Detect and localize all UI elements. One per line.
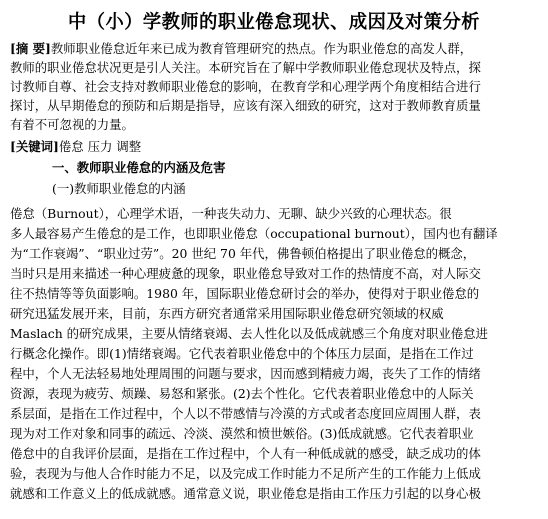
body-line: 研究迅猛发展开来，目前，东西方研究者通常采用国际职业倦怠研究领域的权威 [10, 306, 444, 321]
keywords-line [10, 139, 141, 155]
abstract-label: [摘 要] [10, 41, 51, 56]
body-line: 资源，表现为疲劳、烦躁、易怒和紧张。(2)去个性化。它代表着职业倦怠中的人际关 [10, 386, 474, 401]
body-line: 当时只是用来描述一种心理疲惫的现象，职业倦怠导致对工作的热情度不高，对人际交 [10, 266, 481, 281]
keywords-label: [关键词] [10, 139, 59, 154]
body-line: Maslach 的研究成果，主要从情绪衰竭、去人性化以及低成就感三个角度对职业倦怠进 [10, 326, 488, 341]
section-heading: 一、教师职业倦怠的内涵及危害 [52, 160, 226, 175]
abstract-line: 教师的职业倦怠状况更是引人关注。本研究旨在了解中学教师职业倦怠现状及特点，探 [10, 60, 481, 75]
document-title: 中（小）学教师的职业倦怠现状、成因及对策分析 [68, 12, 480, 33]
body-line: 行概念化操作。即(1)情绪衰竭。它代表着职业倦怠中的个体压力层面，是指在工作过 [10, 346, 474, 361]
body-line: 倦怠中的自我评价层面，是指在工作过程中，个人有一种低成就的感受，缺乏成功的体 [10, 446, 481, 461]
body-line: 程中，个人无法轻易地处理周围的问题与要求，因而感到精疲力竭，丧失了工作的情绪 [10, 366, 481, 381]
body-line: 为“工作衰竭”、“职业过劳”。20 世纪 70 年代，佛鲁顿伯格提出了职业倦怠的概念， [10, 246, 476, 261]
body-line: 现为对工作对象和同事的疏远、冷淡、漠然和愤世嫉俗。(3)低成就感。它代表着职业 [10, 426, 474, 441]
body-line: 倦怠（Burnout），心理学术语，一种丧失动力、无聊、缺少兴致的心理状态。很 [10, 206, 452, 221]
abstract-line: 讨教师自尊、社会支持对教师职业倦怠的影响，在教育学和心理学两个角度相结合进行 [10, 79, 481, 94]
abstract-text: 教师职业倦怠近年来已成为教育管理研究的热点。作为职业倦怠的高发人群， [50, 41, 473, 56]
body-line: 就感和工作意义上的低成就感。通常意义说，职业倦怠是指由工作压力引起的以身心极 [10, 486, 481, 501]
abstract-line: 有着不可忽视的力量。 [10, 117, 134, 132]
body-line: 往不热情等等负面影响。1980 年，国际职业倦怠研讨会的举办，使得对于职业倦怠的 [10, 286, 480, 301]
body-line: 多人最容易产生倦怠的是工作，也即职业倦怠（occupational burnout），国内也有翻译 [10, 226, 498, 241]
abstract-line: 探讨，从早期倦怠的预防和后期是指导，应该有深入细致的研究，这对于教师教育质量 [10, 98, 481, 113]
body-line: 验，表现为与他人合作时能力不足，以及完成工作时能力不足所产生的工作能力上低成 [10, 466, 481, 481]
keywords-text: 倦怠 压力 调整 [58, 139, 142, 154]
body-line: 系层面，是指在工作过程中，个人以不带感情与冷漠的方式或者态度回应周围人群，表 [10, 406, 481, 421]
subsection-heading: (一)教师职业倦怠的内涵 [52, 181, 186, 196]
abstract-line [10, 41, 472, 57]
